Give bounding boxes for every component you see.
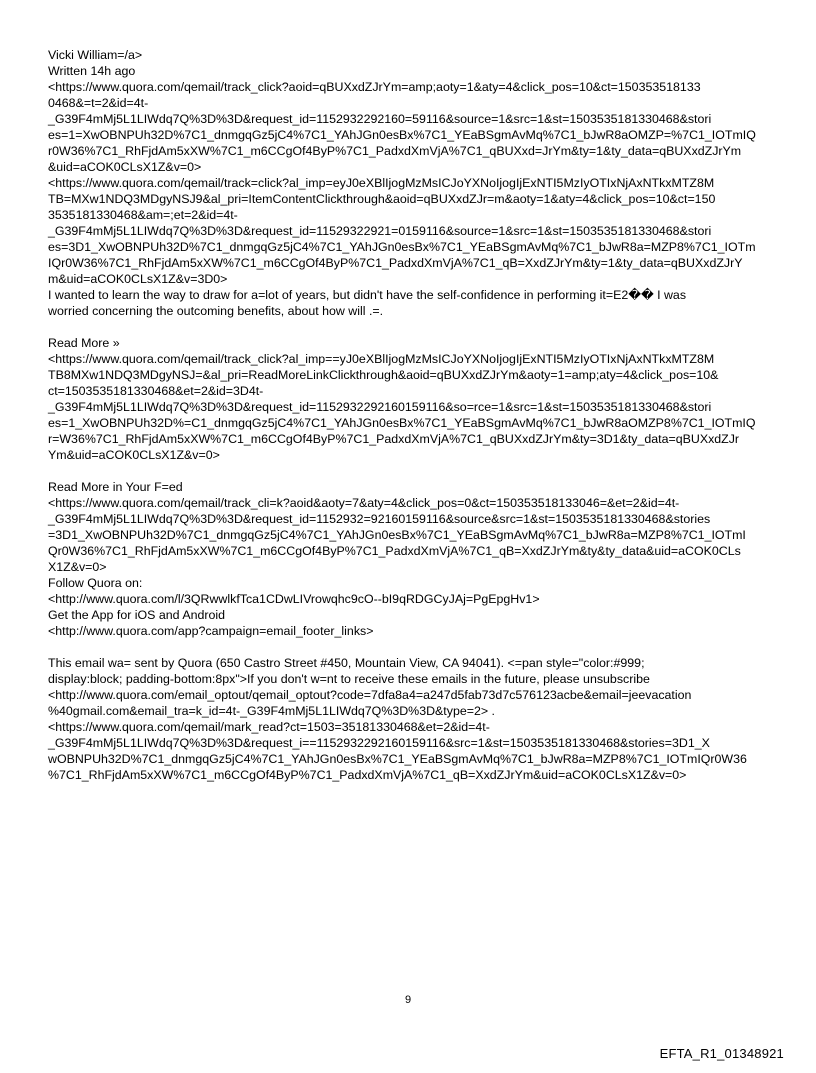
text-line: m&uid=aCOK0CLsX1Z&v=3D0>	[48, 272, 228, 286]
author-section	[48, 47, 774, 319]
text-line: <http://www.quora.com/l/3QRwwlkfTca1CDwLIVrowqhc9cO--bI9qRDGCyJAj=PgEpgHv1>	[48, 592, 540, 606]
text-line: Read More in Your F=ed	[48, 480, 183, 494]
text-line: r0W36%7C1_RhFjdAm5xXW%7C1_m6CCgOf4ByP%7C1_PadxdXmVjA%7C1_qBUXxd=JrYm&ty=1&ty_data=qBUXxdZJrYm	[48, 144, 742, 158]
read-more-section	[48, 335, 774, 463]
text-line: Written 14h ago	[48, 64, 136, 78]
text-line: &uid=aCOK0CLsX1Z&v=0>	[48, 160, 202, 174]
text-line: This email wa= sent by Quora (650 Castro Street #450, Mountain View, CA 94041). <=pan style="color:#999;	[48, 656, 645, 670]
text-line: _G39F4mMj5L1LIWdq7Q%3D%3D&request_id=1152932=92160159116&source&src=1&st=1503535181330468&stories	[48, 512, 711, 526]
paragraph-gap	[48, 639, 774, 655]
email-footer-section	[48, 655, 774, 783]
text-line: _G39F4mMj5L1LIWdq7Q%3D%3D&request_id=1152932292160=59116&source=1&src=1&st=1503535181330468&stori	[48, 112, 712, 126]
text-line: <https://www.quora.com/qemail/track=click?al_imp=eyJ0eXBlIjogMzMsICJoYXNoIjogIjExNTI5MzIyOTIxNjAxNTkxMTZ8M	[48, 176, 715, 190]
email-body	[48, 47, 774, 783]
text-line: es=1=XwOBNPUh32D%7C1_dnmgqGz5jC4%7C1_YAhJGn0esBx%7C1_YEaBSgmAvMq%7C1_bJwR8aOMZP=%7C1_IOTmIQ	[48, 128, 756, 142]
feed-and-follow-section	[48, 479, 774, 639]
text-line: worried concerning the outcoming benefits, about how will .=.	[48, 304, 384, 318]
text-line: IQr0W36%7C1_RhFjdAm5xXW%7C1_m6CCgOf4ByP%7C1_PadxdXmVjA%7C1_qB=XxdZJrYm&ty=1&ty_data=qBUXxdZJrY	[48, 256, 743, 270]
text-line: <https://www.quora.com/qemail/track_cli=k?aoid&aoty=7&aty=4&click_pos=0&ct=150353518133046=&et=2&id=4t-	[48, 496, 680, 510]
text-line: =3D1_XwOBNPUh32D%7C1_dnmgqGz5jC4%7C1_YAhJGn0esBx%7C1_YEaBSgmAvMq%7C1_bJwR8a=MZP8%7C1_IOTmI	[48, 528, 746, 542]
text-line: TB=MXw1NDQ3MDgyNSJ9&al_pri=ItemContentClickthrough&aoid=qBUXxdZJr=m&aoty=1&aty=4&click_pos=10&ct=150	[48, 192, 716, 206]
text-line: ct=1503535181330468&et=2&id=3D4t-	[48, 384, 264, 398]
text-line: <http://www.quora.com/email_optout/qemail_optout?code=7dfa8a4=a247d5fab73d7c576123acbe&email=jeevacation	[48, 688, 692, 702]
document-id-stamp: EFTA_R1_01348921	[659, 1046, 784, 1061]
text-line: <https://www.quora.com/qemail/track_click?aoid=qBUXxdZJrYm=amp;aoty=1&aty=4&click_pos=10&ct=150353518133	[48, 80, 701, 94]
text-line: wOBNPUh32D%7C1_dnmgqGz5jC4%7C1_YAhJGn0esBx%7C1_YEaBSgmAvMq%7C1_bJwR8a=MZP8%7C1_IOTmIQr0W36	[48, 752, 747, 766]
text-line: %7C1_RhFjdAm5xXW%7C1_m6CCgOf4ByP%7C1_PadxdXmVjA%7C1_qB=XxdZJrYm&uid=aCOK0CLsX1Z&v=0>	[48, 768, 687, 782]
text-line: X1Z&v=0>	[48, 560, 107, 574]
text-line: Vicki William=/a>	[48, 48, 143, 62]
text-line: 3535181330468&am=;et=2&id=4t-	[48, 208, 238, 222]
paragraph-gap	[48, 463, 774, 479]
text-line: I wanted to learn the way to draw for a=lot of years, but didn't have the self-confidence in performing it=E2�� I was	[48, 288, 687, 302]
text-line: display:block; padding-bottom:8px">If you don't w=nt to receive these emails in the future, please unsubscribe	[48, 672, 650, 686]
text-line: Ym&uid=aCOK0CLsX1Z&v=0>	[48, 448, 220, 462]
text-line: Get the App for iOS and Android	[48, 608, 226, 622]
text-line: <http://www.quora.com/app?campaign=email_footer_links>	[48, 624, 374, 638]
page-number: 9	[404, 994, 412, 1006]
text-line: TB8MXw1NDQ3MDgyNSJ=&al_pri=ReadMoreLinkClickthrough&aoid=qBUXxdZJrYm&aoty=1=amp;aty=4&click_pos=10&	[48, 368, 719, 382]
text-line: es=1_XwOBNPUh32D%=C1_dnmgqGz5jC4%7C1_YAhJGn0esBx%7C1_YEaBSgmAvMq%7C1_bJwR8aOMZP8%7C1_IOTmIQ	[48, 416, 756, 430]
text-line: Qr0W36%7C1_RhFjdAm5xXW%7C1_m6CCgOf4ByP%7C1_PadxdXmVjA%7C1_qB=XxdZJrYm&ty&ty_data&uid=aCOK0CLs	[48, 544, 741, 558]
text-line: es=3D1_XwOBNPUh32D%7C1_dnmgqGz5jC4%7C1_YAhJGn0esBx%7C1_YEaBSgmAvMq%7C1_bJwR8a=MZP8%7C1_IOTm	[48, 240, 756, 254]
text-line: %40gmail.com&email_tra=k_id=4t-_G39F4mMj5L1LIWdq7Q%3D%3D&type=2> .	[48, 704, 495, 718]
text-line: <https://www.quora.com/qemail/mark_read?ct=1503=35181330468&et=2&id=4t-	[48, 720, 490, 734]
text-line: 0468&=t=2&id=4t-	[48, 96, 149, 110]
text-line: r=W36%7C1_RhFjdAm5xXW%7C1_m6CCgOf4ByP%7C1_PadxdXmVjA%7C1_qBUXxdZJrYm&ty=3D1&ty_data=qBUXxdZJr	[48, 432, 740, 446]
text-line: _G39F4mMj5L1LIWdq7Q%3D%3D&request_id=11529322921=0159116&source=1&src=1&st=1503535181330468&stori	[48, 224, 712, 238]
text-line: Read More »	[48, 336, 120, 350]
paragraph-gap	[48, 319, 774, 335]
text-line: _G39F4mMj5L1LIWdq7Q%3D%3D&request_id=1152932292160159116&so=rce=1&src=1&st=1503535181330468&stori	[48, 400, 712, 414]
text-line: <https://www.quora.com/qemail/track_click?al_imp==yJ0eXBlIjogMzMsICJoYXNoIjogIjExNTI5MzIyOTIxNjAxNTkxMTZ8M	[48, 352, 715, 366]
text-line: _G39F4mMj5L1LIWdq7Q%3D%3D&request_i==1152932292160159116&src=1&st=1503535181330468&stories=3D1_X	[48, 736, 710, 750]
text-line: Follow Quora on:	[48, 576, 143, 590]
